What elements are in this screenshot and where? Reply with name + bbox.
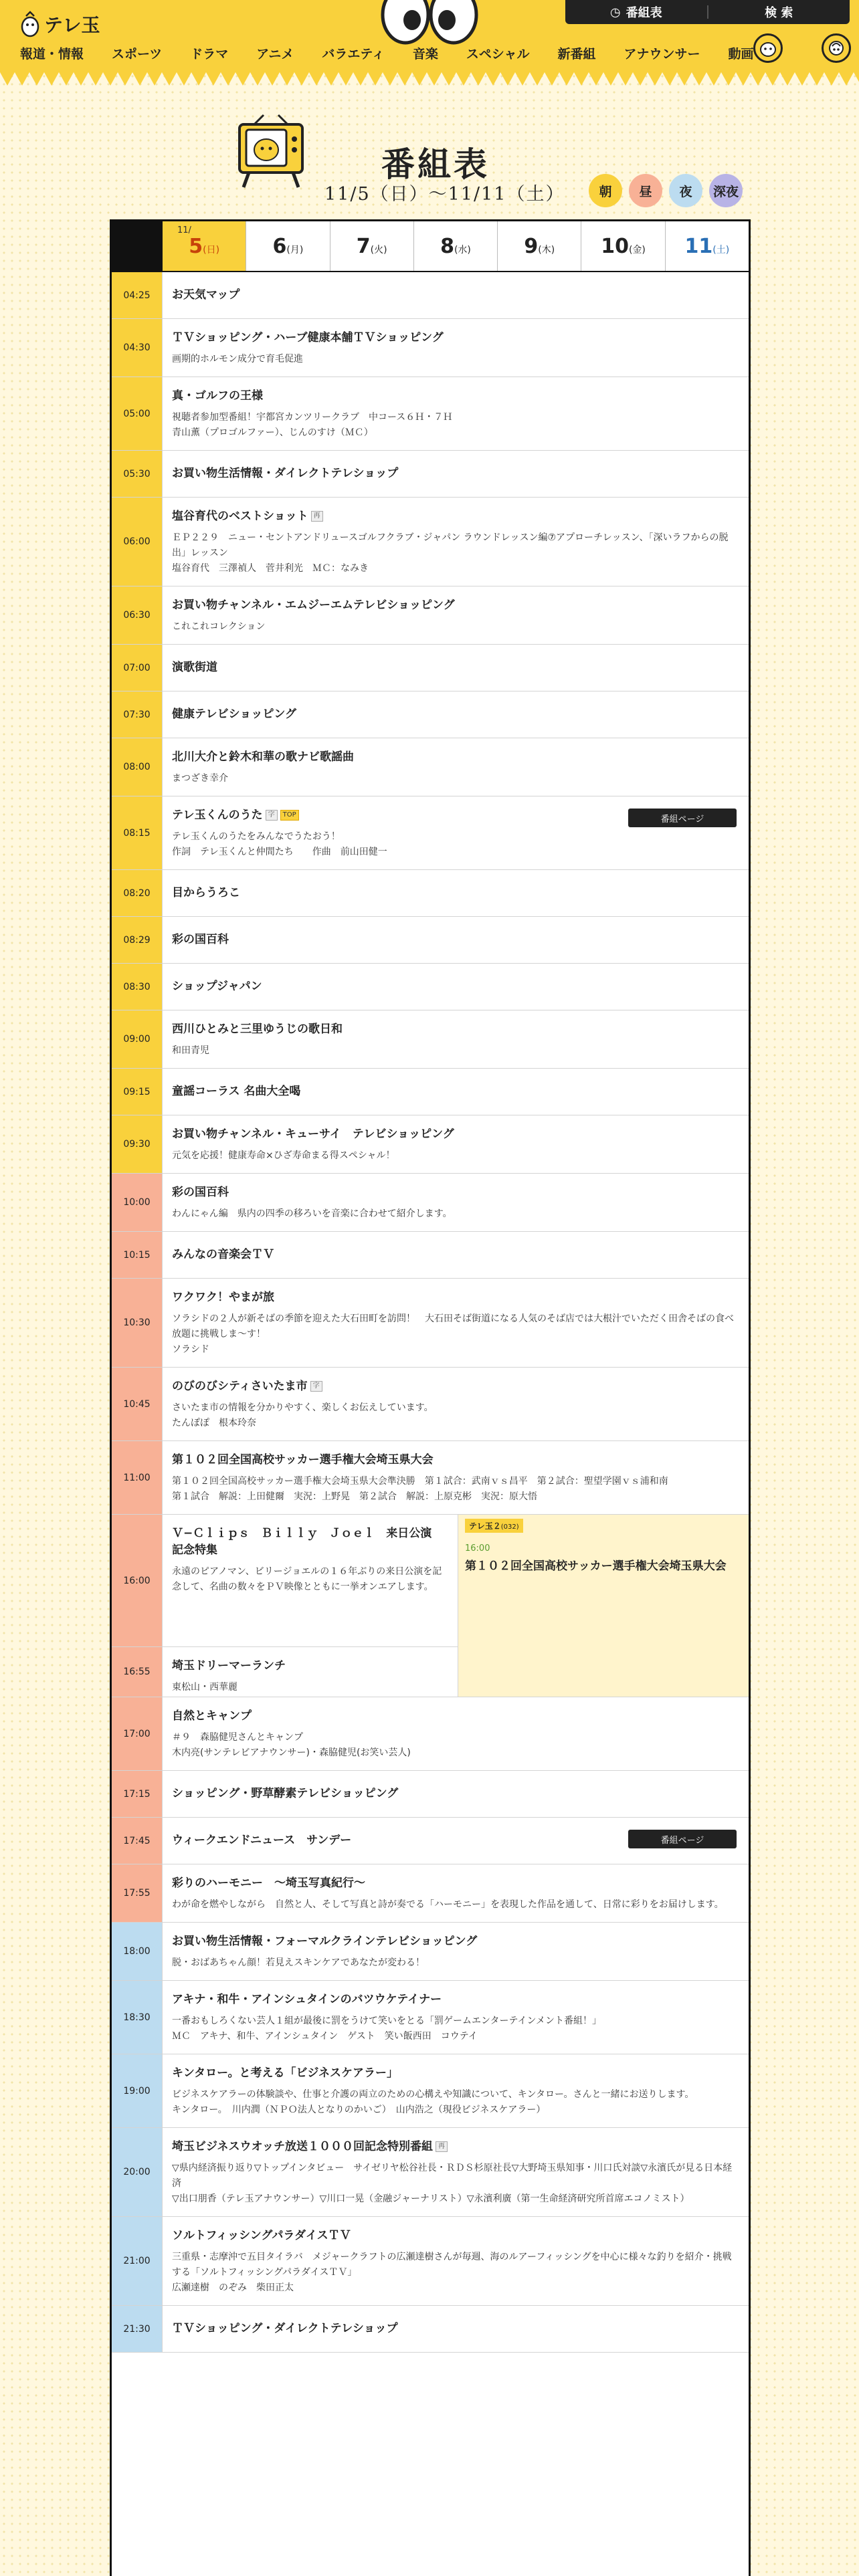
program-cell[interactable] [163,272,749,318]
program-desc-line: 第１０２回全国高校サッカー選手権大会埼玉県大会準決勝 第１試合：武南ｖｓ昌平 第２試合：聖望学園ｖｓ浦和南 [172,1476,668,1487]
program-cell[interactable] [163,796,749,869]
program-title [172,2139,739,2155]
program-cell[interactable] [163,451,749,497]
program-desc-line: 作詞 テレ玉くんと仲間たち 作曲 前山田健一 [172,847,387,857]
program-title [172,1708,739,1725]
program-row [112,1697,749,1771]
program-desc [172,2087,739,2118]
time-label: 16:00 [112,1515,162,1647]
time-cell [112,1515,163,1697]
split-columns [163,1515,749,1697]
program-cell[interactable] [163,1515,458,1647]
time-cell: 19:00 [112,2054,163,2127]
time-cell: 21:30 [112,2306,163,2352]
day-tab-8[interactable]: 8(水) [414,221,498,271]
program-desc-line: わが命を燃やしながら 自然と人、そして写真と詩が奏でる「ハーモニー」を表現した作品を通して、日常に彩りをお届けします。 [172,1899,724,1910]
page-title: 番組表 [381,145,490,184]
time-cell: 18:00 [112,1923,163,1980]
program-title [172,1184,739,1201]
program-cell[interactable] [163,1174,749,1231]
program-desc-line: 一番おもしろくない芸人１組が最後に罰をうけて笑いをとる「罰ゲームエンターテインメント番組！」 [172,2016,602,2026]
program-desc-line: ＭＣ アキナ、和牛、アインシュタイン ゲスト 笑い飯西田 コウテイ [172,2031,478,2042]
program-title-text: ショッピング・野草酵素テレビショッピング [172,1787,399,1800]
program-cell[interactable] [163,2054,749,2127]
nav-announcer[interactable]: アナウンサー [624,47,700,62]
program-row [112,738,749,796]
program-title-text: 埼玉ビジネスウオッチ放送１０００回記念特別番組 [172,2140,433,2153]
program-row [112,586,749,645]
eyes-mascot-icon [380,0,479,45]
program-desc-line: 青山薫（プロゴルファー）、じんのすけ（ＭＣ） [172,427,373,438]
program-cell[interactable] [163,964,749,1010]
program-row [112,2054,749,2128]
day-tab-5[interactable]: 11/ 5(日) [163,221,246,271]
program-badge: TOP [280,810,299,821]
program-desc-line: ソラシド [172,1344,209,1355]
program-cell[interactable] [163,645,749,691]
program-desc-line: 広瀬達樹 のぞみ 柴田正太 [172,2282,294,2293]
time-cell: 08:20 [112,870,163,916]
nav-music[interactable]: 音楽 [412,47,438,62]
program-desc [172,1474,739,1505]
program-row [112,319,749,377]
schedule-grid [110,219,751,2576]
program-row [112,498,749,586]
program-title [172,508,739,525]
program-cell[interactable] [163,917,749,963]
program-cell[interactable] [163,1647,458,1697]
program-desc-line: 和田青児 [172,1045,209,1056]
program-title [172,1786,739,1802]
program-cell[interactable] [163,2306,749,2352]
program-page-button[interactable]: 番組ページ [628,809,737,827]
program-desc [172,1400,739,1431]
time-cell: 09:00 [112,1010,163,1068]
program-badge: 再 [311,511,323,522]
program-list-b [112,1697,749,2353]
program-title-text: 真・ゴルフの王様 [172,389,263,403]
program-row [112,917,749,964]
nav-variety[interactable]: バラエティ [322,47,385,62]
program-desc [172,1730,739,1761]
time-cell: 06:30 [112,586,163,644]
program-desc-line: 塩谷育代 三澤禎人 菅井利光 ＭＣ：なみき [172,563,369,574]
nav-sports[interactable]: スポーツ [112,47,163,62]
program-desc-line: 視聴者参加型番組！宇都宮カンツリークラブ 中コース６Ｈ・７Ｈ [172,412,453,423]
program-desc-line: ソラシドの２人が新そばの季節を迎えた大石田町を訪問！ 大石田そば街道になる人気のそば店では大根汁でいただく田舎そばの食べ放題に挑戦しま〜す！ [172,1313,734,1339]
program-cell[interactable] [163,1368,749,1440]
program-desc-line: キンタロー。 川内潤（ＮＰＯ法人となりのかいご） 山内浩之（現役ビジネスケアラー） [172,2105,546,2115]
program-title [172,330,739,346]
time-label: 16:55 [123,1667,151,1677]
program-title-text: ＴＶショッピング・ダイレクトテレショップ [172,2322,398,2335]
nav-icons [753,33,851,63]
program-title [172,597,739,614]
program-desc [172,1043,739,1059]
time-cell: 10:00 [112,1174,163,1231]
program-title [172,2065,739,2082]
program-title-text: ショップジャパン [172,980,262,993]
program-row [112,272,749,319]
time-cell: 17:55 [112,1864,163,1922]
program-desc-line: 第１試合 解説：上田健爾 実況：上野晃 第２試合 解説：上原克彬 実況：原大悟 [172,1491,537,1502]
program-title-text: 彩の国百科 [172,1186,229,1199]
nav-video[interactable]: 動画 [728,47,754,62]
program-row-split [112,1515,749,1697]
time-cell: 20:00 [112,2128,163,2216]
program-row [112,1010,749,1069]
time-cell: 07:00 [112,645,163,691]
program-title-text: 第１０２回全国高校サッカー選手権大会埼玉県大会 [172,1453,434,1467]
program-title [172,1289,739,1306]
program-title [172,1875,739,1892]
program-desc-line: 木内亮(サンテレビアナウンサー)・森脇健児(お笑い芸人) [172,1747,411,1758]
program-desc [172,2014,739,2044]
program-title-text: ソルトフィッシングパラダイスＴＶ [172,2229,351,2242]
program-title-text: 彩りのハーモニー 〜埼玉写真紀行〜 [172,1876,365,1890]
program-title [172,1247,739,1263]
program-title [172,706,739,723]
program-cell[interactable] [163,738,749,796]
time-cell: 10:45 [112,1368,163,1440]
header-zigzag [0,72,859,98]
nav-anime[interactable]: アニメ [256,47,294,62]
program-title [172,885,739,901]
program-cell[interactable] [163,377,749,450]
program-title-text: 塩谷育代のベストショット [172,510,308,523]
program-title-text: お天気マップ [172,288,240,302]
program-title-text: 北川大介と鈴木和華の歌ナビ歌謡曲 [172,750,354,764]
program-desc-line: ▽出口朋香（テレ玉アナウンサー）▽川口一晃（金融ジャーナリスト）▽永濱利廣（第一生命経済研究所首席エコノミスト） [172,2193,690,2204]
program-page-button[interactable]: 番組ページ [628,1830,737,1848]
program-cell[interactable] [163,870,749,916]
program-desc [172,2250,739,2296]
program-title-text: 健康テレビショッピング [172,708,296,721]
program-title-text: みんなの音楽会ＴＶ [172,1248,274,1261]
program-desc [172,1311,739,1358]
program-desc-line: これこれコレクション [172,621,266,632]
program-desc-line: 脱・おばあちゃん顔！若見えスキンケアであなたが変わる！ [172,1957,425,1968]
subchannel-time: 16:00 [465,1543,490,1553]
date-range: 11/5（日）〜11/11（土） [324,184,565,205]
program-title [172,749,739,766]
program-title [172,2321,739,2337]
program-row [112,691,749,738]
program-title-text: ワクワク！やまが旅 [172,1291,274,1304]
program-desc [172,530,739,576]
program-desc-line: まつざき幸介 [172,773,228,784]
site-logo[interactable] [20,9,100,39]
program-row [112,1923,749,1981]
program-cell[interactable] [163,1010,749,1068]
evening-button[interactable]: 夜 [669,174,702,207]
time-cell: 04:30 [112,319,163,377]
program-desc [172,1148,739,1164]
clock-icon: ◷ [609,5,621,19]
program-title-text: テレ玉くんのうた [172,809,263,822]
program-title-text: お買い物生活情報・フォーマルクラインテレビショッピング [172,1935,478,1948]
program-title [172,1126,739,1143]
time-cell: 09:30 [112,1115,163,1173]
program-badge: 再 [436,2141,448,2152]
program-title-text: 西川ひとみと三里ゆうじの歌日和 [172,1023,343,1036]
program-cell[interactable] [163,1279,749,1367]
program-cell[interactable] [163,319,749,377]
program-desc [172,1206,739,1222]
program-title [172,1083,739,1100]
program-row [112,964,749,1010]
program-badge: 字 [310,1381,322,1392]
program-row [112,1368,749,1441]
program-desc [172,771,739,786]
top-link-search[interactable]: 検 索 [765,6,793,20]
day-tab-9[interactable]: 9(木) [498,221,581,271]
time-cell: 08:15 [112,796,163,869]
program-cell[interactable] [163,1864,749,1922]
time-cell: 05:30 [112,451,163,497]
nav-special[interactable]: スペシャル [466,47,530,62]
program-badge: 字 [266,810,278,821]
program-title [172,1378,739,1395]
program-desc-line: ＥＰ２２９ ニュー・セントアンドリュースゴルフクラブ・ジャパン ラウンドレッスン編⑦アプローチレッスン、「深いラフからの脱出」レッスン [172,532,729,558]
program-cell[interactable] [163,1441,749,1514]
day-tab-7[interactable]: 7(火) [330,221,414,271]
program-cell[interactable] [163,1115,749,1173]
program-title-text: お買い物チャンネル・キューサイ テレビショッピング [172,1128,454,1141]
day-tab-10[interactable]: 10(金) [581,221,665,271]
time-cell: 08:30 [112,964,163,1010]
program-cell[interactable] [163,1818,749,1864]
program-title [172,1992,739,2008]
program-row [112,2128,749,2217]
program-title-text: お買い物生活情報・ダイレクトテレショップ [172,467,399,480]
program-title [172,2228,739,2244]
program-title-text: お買い物チャンネル・エムジーエムテレビショッピング [172,599,455,612]
corner-cell [112,221,163,271]
tele-tama-chan-icon[interactable] [753,33,783,63]
program-row [112,1864,749,1923]
program-title-text: ＴＶショッピング・ハーブ健康本舗ＴＶショッピング [172,331,444,344]
program-cell[interactable] [163,1981,749,2054]
program-title-text: のびのびシティさいたま市 [172,1380,308,1393]
program-cell[interactable] [163,1923,749,1980]
morning-button[interactable]: 朝 [589,174,622,207]
time-of-day-buttons [589,174,743,207]
time-cell: 18:30 [112,1981,163,2054]
program-title: 埼玉ドリーマーランチ [172,1659,286,1673]
program-desc-line: たんぽぽ 根本玲奈 [172,1418,256,1428]
daytime-button[interactable]: 昼 [629,174,662,207]
time-cell: 09:15 [112,1069,163,1115]
late-night-button[interactable]: 深夜 [709,174,743,207]
time-cell: 08:00 [112,738,163,796]
program-desc-line: 画期的ホルモン成分で育毛促進 [172,354,303,364]
program-title [172,659,739,676]
program-desc [172,352,739,367]
program-row [112,1441,749,1515]
subchannel-tag: テレ玉２(032) [465,1519,523,1533]
program-cell[interactable] [163,2128,749,2216]
program-cell[interactable] [163,586,749,644]
program-cell[interactable] [163,1771,749,1817]
program-desc [172,410,739,441]
logo-text: テレ玉 [44,14,100,36]
main-channel-column [163,1515,458,1697]
program-title-text: 自然とキャンプ [172,1709,252,1723]
program-title-text: 目からうろこ [172,886,240,899]
program-row [112,2306,749,2353]
program-title [172,932,739,948]
program-row [112,451,749,498]
logo-mascot-icon [20,11,40,37]
time-cell: 05:00 [112,377,163,450]
program-row [112,1771,749,1818]
program-title [172,287,739,304]
program-cell[interactable] [163,498,749,586]
time-cell: 11:00 [112,1441,163,1514]
program-row [112,1232,749,1279]
program-desc [172,1897,739,1913]
program-row [112,1115,749,1174]
program-title-text: キンタロー。と考える「ビジネスケアラー」 [172,2066,398,2080]
time-cell: 10:30 [112,1279,163,1367]
nav-new-programs[interactable]: 新番組 [557,47,596,62]
program-desc: 永遠のピアノマン、ビリージョエルの１６年ぶりの来日公演を記念して、名曲の数々をＰＶ映像とともに一挙オンエアします。 [172,1566,442,1592]
program-title-text: 演歌街道 [172,661,217,674]
time-cell: 17:15 [112,1771,163,1817]
time-cell: 06:00 [112,498,163,586]
program-title [172,465,739,482]
time-cell: 17:00 [112,1697,163,1770]
program-title-text: 彩の国百科 [172,933,229,946]
program-desc [172,2161,739,2207]
main-nav [20,44,782,62]
program-row [112,870,749,917]
program-cell[interactable] [163,2217,749,2305]
program-title: Ｖ−Ｃｌｉｐｓ Ｂｉｌｌｙ Ｊｏｅｌ 来日公演記念特集 [172,1527,432,1557]
day-tab-6[interactable]: 6(月) [246,221,330,271]
program-desc-line: さいたま市の情報を分かりやすく、楽しくお伝えしています。 [172,1402,434,1413]
program-desc-line: わんにゃん編 県内の四季の移ろいを音楽に合わせて紹介します。 [172,1208,452,1219]
time-cell: 08:29 [112,917,163,963]
program-desc [172,619,739,635]
program-title-text: アキナ・和牛・アインシュタインのバツウケテイナー [172,1993,442,2006]
nav-drama[interactable]: ドラマ [190,47,229,62]
time-cell: 21:00 [112,2217,163,2305]
program-title-text: 童謡コーラス 名曲大全喝 [172,1085,301,1098]
program-desc-line: ビジネスケアラーの体験談や、仕事と介護の両立のための心構えや知識について、キンタロー。さんと一緒にお送りします。 [172,2089,694,2100]
top-links [565,0,850,24]
program-row [112,1174,749,1232]
program-desc-line: テレ玉くんのうたをみんなでうたおう！ [172,831,341,842]
day-tabs [112,221,749,272]
program-desc-line: 元気を応援！健康寿命×ひざ寿命まる得スペシャル！ [172,1150,395,1161]
subchannel-cell[interactable] [458,1515,749,1697]
time-cell: 17:45 [112,1818,163,1864]
site-header [0,0,859,72]
program-title [172,1021,739,1038]
program-row [112,377,749,451]
program-cell[interactable] [163,1232,749,1278]
day-tab-11[interactable]: 11(土) [684,234,730,258]
program-row [112,645,749,691]
program-row [112,1279,749,1368]
time-cell: 04:25 [112,272,163,318]
program-cell[interactable] [163,691,749,738]
program-title-text: ウィークエンドニュース サンデー [172,1834,352,1847]
time-cell: 07:30 [112,691,163,738]
program-desc [172,1955,739,1971]
program-row [112,796,749,870]
program-row [112,1981,749,2054]
program-title [172,978,739,995]
program-cell[interactable] [163,1697,749,1770]
program-row [112,1069,749,1115]
program-row [112,2217,749,2306]
nav-news[interactable]: 報道・情報 [20,47,84,62]
tv-mascot-icon [234,112,308,193]
program-desc [172,829,739,860]
sugoi-tama-icon[interactable] [822,33,851,63]
program-title [172,388,739,405]
program-list-a [112,272,749,1515]
time-cell: 10:15 [112,1232,163,1278]
program-title [172,1452,739,1469]
program-desc-line: 三重県・志摩沖で五目タイラバ メジャークラフトの広瀬達樹さんが毎週、海のルアーフィッシングを中心に様々な釣りを紹介・挑戦する「ソルトフィッシングパラダイスＴＶ」 [172,2252,732,2278]
program-cell[interactable] [163,1069,749,1115]
program-desc: 東松山・西華麗 [172,1682,237,1693]
top-link-schedule[interactable]: ◷ 番組表 [609,5,662,20]
program-desc-line: ▽県内経済振り返り▽トップインタビュー サイゼリヤ松谷社長・ＲＤＳ杉原社長▽大野埼玉県知事・川口氏対談▽永濱氏が見る日本経済 [172,2163,733,2189]
subchannel-title: 第１０２回全国高校サッカー選手権大会埼玉県大会 [465,1560,727,1573]
program-desc-line: ＃９ 森脇健児さんとキャンプ [172,1732,303,1743]
program-row [112,1818,749,1864]
program-title [172,1933,739,1950]
